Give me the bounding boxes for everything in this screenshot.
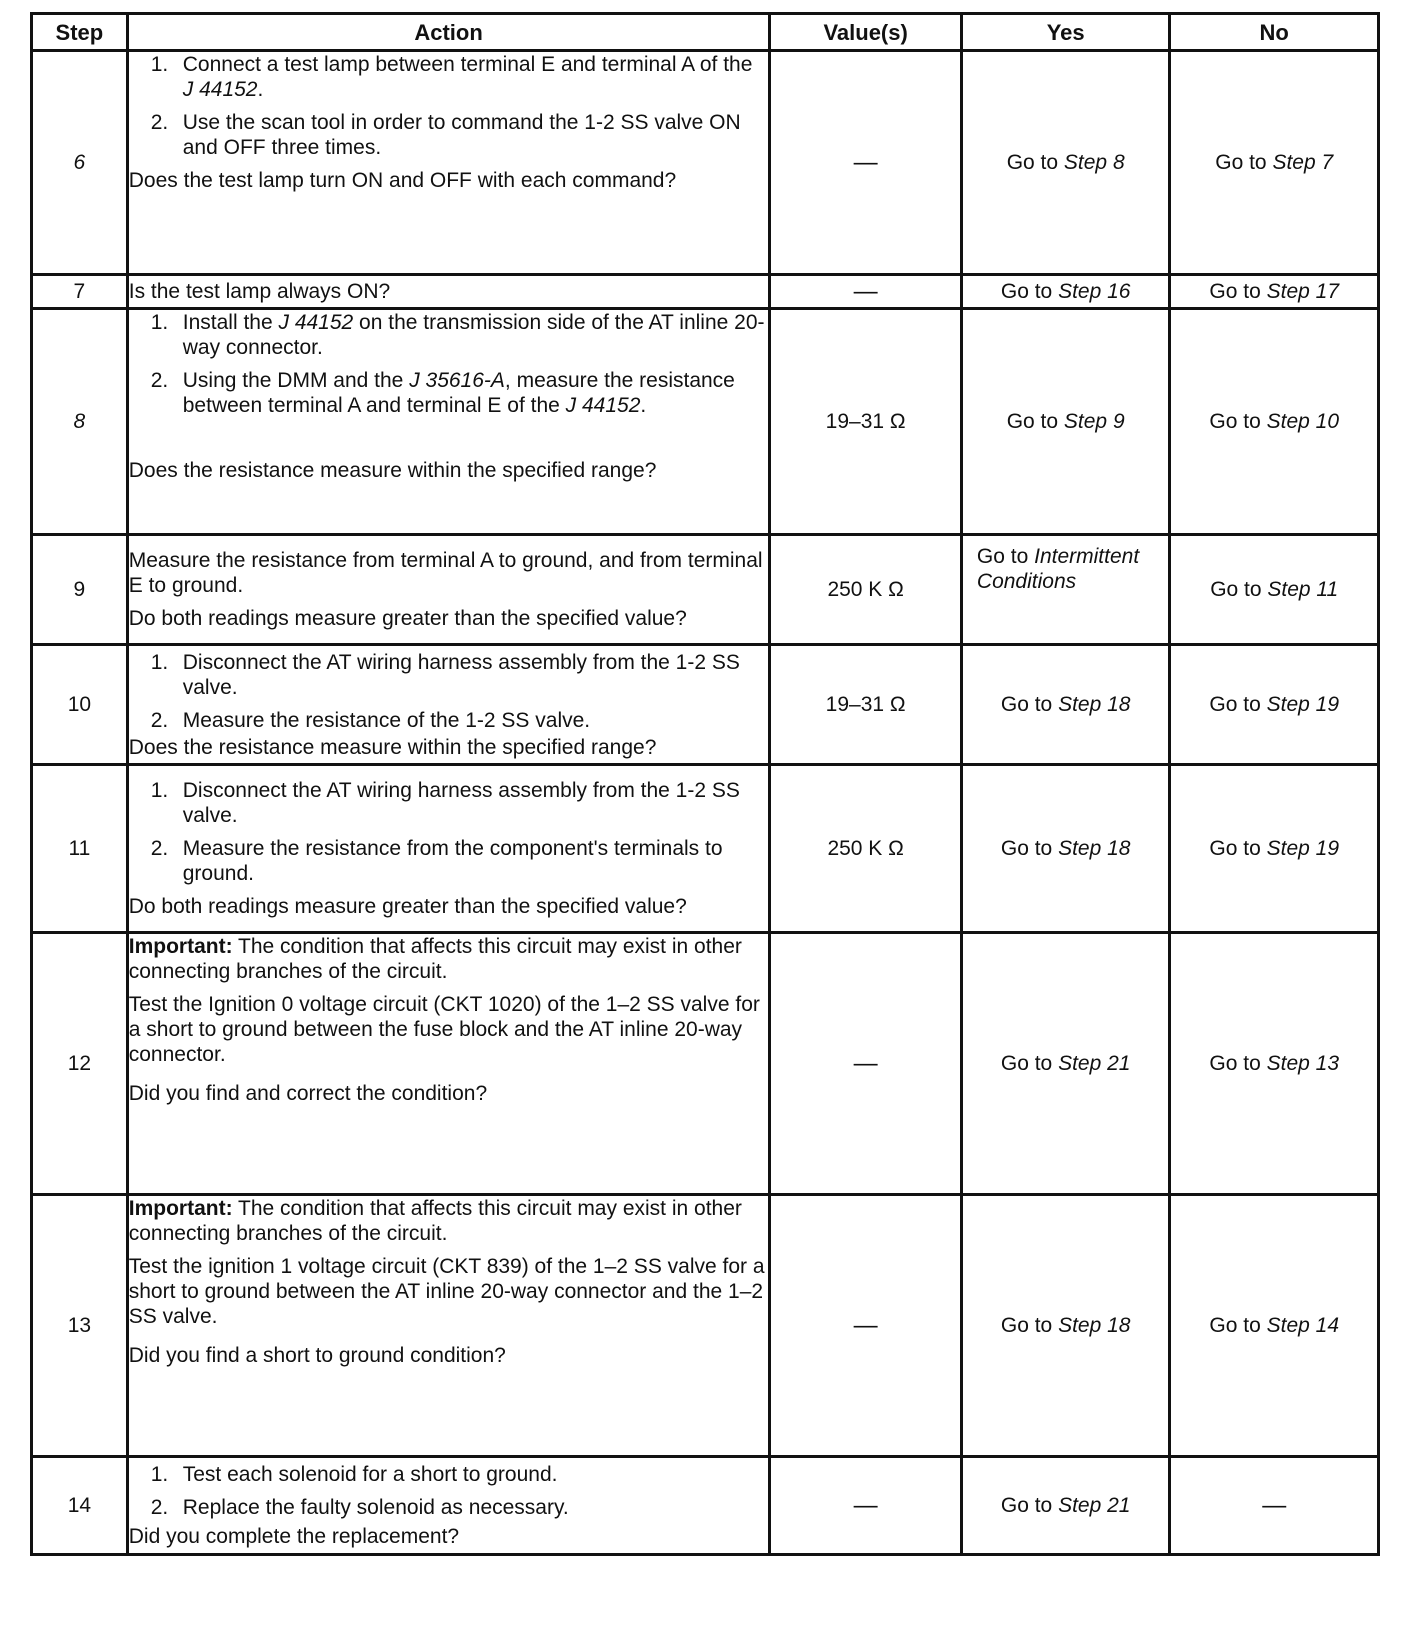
header-step: Step: [32, 14, 128, 51]
yes-cell: [961, 645, 1170, 765]
value-cell: —: [770, 51, 962, 275]
value-cell: —: [770, 275, 962, 309]
value-cell: —: [770, 933, 962, 1195]
action-cell: [127, 645, 770, 765]
list-item: 1. Disconnect the AT wiring harness assembly from the 1-2 SS valve.: [150, 779, 740, 827]
table-row: [32, 309, 1379, 535]
yes-cell: [961, 765, 1170, 933]
action-cell: [127, 51, 770, 275]
diagnostic-table-page: [30, 12, 1380, 1556]
list-item: 2. Measure the resistance from the component's terminals to ground.: [150, 837, 723, 885]
no-goto-link[interactable]: Go to Step 17: [1209, 280, 1340, 303]
yes-goto-link[interactable]: Go to Step 9: [1006, 410, 1125, 433]
table-row: [32, 51, 1379, 275]
no-goto-link[interactable]: Go to Step 14: [1209, 1314, 1340, 1337]
question: Did you complete the replacement?: [128, 1525, 460, 1548]
question: Does the resistance measure within the specified range?: [128, 735, 657, 759]
yes-goto-link[interactable]: Go to Step 21: [1000, 1494, 1131, 1517]
yes-cell: [961, 51, 1170, 275]
yes-goto-link[interactable]: Go to Step 21: [1000, 1052, 1131, 1075]
value-cell: 250 K Ω: [770, 765, 962, 933]
yes-goto-link[interactable]: Go to Step 16: [1000, 280, 1131, 303]
list-item: 1. Connect a test lamp between terminal E and terminal A of the J 44152.: [150, 53, 753, 101]
list-item: 2. Measure the resistance of the 1-2 SS valve.: [150, 708, 591, 732]
table-row: [32, 275, 1379, 309]
no-cell: [1170, 933, 1379, 1195]
diagnostic-table: [30, 12, 1380, 1556]
action-list: [129, 650, 769, 733]
value-cell: 19–31 Ω: [770, 645, 962, 765]
no-cell: [1170, 51, 1379, 275]
list-item: 2. Use the scan tool in order to command the 1-2 SS valve ON and OFF three times.: [150, 111, 741, 159]
no-cell: [1170, 309, 1379, 535]
list-item: 2. Replace the faulty solenoid as necessary.: [150, 1496, 569, 1519]
no-goto-link[interactable]: Go to Step 7: [1215, 151, 1334, 174]
list-item: 1. Disconnect the AT wiring harness assembly from the 1-2 SS valve.: [150, 650, 740, 699]
action-cell: [127, 535, 770, 645]
value-cell: 19–31 Ω: [770, 309, 962, 535]
list-item: 1. Test each solenoid for a short to ground.: [150, 1463, 558, 1486]
header-action: Action: [127, 14, 770, 51]
yes-goto-link[interactable]: Go to Step 8: [1006, 151, 1125, 174]
no-cell: [1170, 1457, 1379, 1555]
header-row: [32, 14, 1379, 51]
action-cell: [127, 275, 770, 309]
yes-goto-link[interactable]: Go to Step 18: [1000, 693, 1131, 716]
yes-cell: [961, 1457, 1170, 1555]
action-list: [129, 52, 769, 160]
yes-cell: [961, 933, 1170, 1195]
step-number: 11: [32, 765, 128, 933]
no-goto-link[interactable]: Go to Step 11: [1210, 578, 1339, 601]
no-goto-link[interactable]: Go to Step 19: [1209, 837, 1340, 860]
table-row: [32, 645, 1379, 765]
table-row: [32, 933, 1379, 1195]
value-cell: —: [770, 1457, 962, 1555]
step-number: 7: [32, 275, 128, 309]
action-cell: [127, 933, 770, 1195]
step-number: 8: [32, 309, 128, 535]
action-cell: [127, 1457, 770, 1555]
question: Do both readings measure greater than the specified value?: [128, 895, 687, 918]
tool-ref: J 35616-A: [409, 369, 505, 392]
yes-goto-link[interactable]: Go to Intermittent Conditions: [976, 545, 1140, 593]
action-list: [129, 778, 769, 886]
instruction: Test the ignition 1 voltage circuit (CKT 839) of the 1–2 SS valve for a short to ground between the AT inline 20-way connector and the 1–2 SS valve.: [128, 1255, 765, 1328]
table-row: [32, 1457, 1379, 1555]
no-cell: [1170, 275, 1379, 309]
question: Do both readings measure greater than the specified value?: [128, 607, 687, 630]
yes-cell: [961, 275, 1170, 309]
step-number: 9: [32, 535, 128, 645]
question: Does the test lamp turn ON and OFF with each command?: [128, 169, 677, 192]
no-dash: —: [1262, 1491, 1287, 1519]
no-goto-link[interactable]: Go to Step 19: [1209, 693, 1340, 716]
instruction: Test the Ignition 0 voltage circuit (CKT 1020) of the 1–2 SS valve for a short to ground between the fuse block and the AT inline 20-way connector.: [128, 993, 760, 1066]
question: Did you find and correct the condition?: [128, 1082, 488, 1105]
no-goto-link[interactable]: Go to Step 10: [1209, 410, 1340, 433]
yes-cell: [961, 309, 1170, 535]
table-row: [32, 1195, 1379, 1457]
value-cell: —: [770, 1195, 962, 1457]
header-values: Value(s): [770, 14, 962, 51]
yes-cell: [961, 535, 1170, 645]
yes-goto-link[interactable]: Go to Step 18: [1000, 837, 1131, 860]
no-cell: [1170, 535, 1379, 645]
step-number: 6: [32, 51, 128, 275]
table-row: [32, 765, 1379, 933]
list-item: 2. Using the DMM and the J 35616-A, measure the resistance between terminal A and terminal E of the J 44152.: [150, 369, 735, 417]
step-number: 13: [32, 1195, 128, 1457]
no-cell: [1170, 645, 1379, 765]
important-note: Important: The condition that affects this circuit may exist in other connecting branches of the circuit.: [128, 935, 742, 983]
list-item: 1. Install the J 44152 on the transmission side of the AT inline 20-way connector.: [150, 311, 765, 359]
yes-goto-link[interactable]: Go to Step 18: [1000, 1314, 1131, 1337]
no-cell: [1170, 765, 1379, 933]
value-cell: 250 K Ω: [770, 535, 962, 645]
action-cell: [127, 1195, 770, 1457]
header-no: No: [1170, 14, 1379, 51]
question: Did you find a short to ground condition?: [128, 1344, 506, 1367]
question: Does the resistance measure within the specified range?: [128, 459, 657, 482]
action-list: [129, 1462, 769, 1520]
step-number: 10: [32, 645, 128, 765]
action-cell: [127, 309, 770, 535]
step-number: 12: [32, 933, 128, 1195]
tool-ref: J 44152: [565, 394, 641, 417]
action-cell: [127, 765, 770, 933]
header-yes: Yes: [961, 14, 1170, 51]
no-cell: [1170, 1195, 1379, 1457]
yes-cell: [961, 1195, 1170, 1457]
question: Is the test lamp always ON?: [128, 280, 391, 303]
action-list: [129, 310, 769, 418]
tool-ref: J 44152: [278, 311, 354, 334]
instruction: Measure the resistance from terminal A to ground, and from terminal E to ground.: [128, 549, 763, 597]
step-number: 14: [32, 1457, 128, 1555]
important-note: Important: The condition that affects this circuit may exist in other connecting branches of the circuit.: [128, 1197, 742, 1245]
no-goto-link[interactable]: Go to Step 13: [1209, 1052, 1340, 1075]
tool-ref: J 44152: [182, 78, 258, 101]
table-row: [32, 535, 1379, 645]
